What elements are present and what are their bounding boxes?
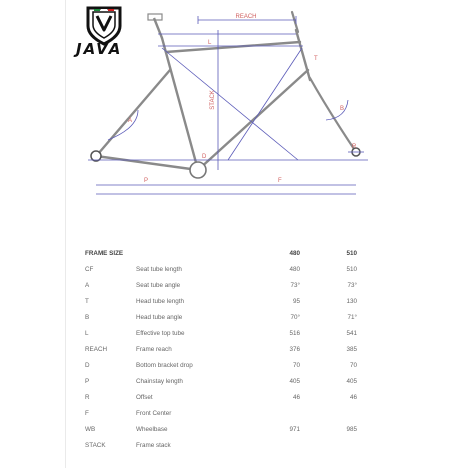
row-value-size-1: 516 [289,330,300,337]
row-label: Bottom bracket drop [136,362,193,369]
row-label: Offset [136,394,153,401]
row-value-size-1: 70 [292,362,300,369]
row-value-size-1: 405 [289,378,300,385]
rear-dropout [91,151,101,161]
label-a: A [128,118,133,124]
row-label: Frame reach [136,346,172,353]
label-p: P [144,178,149,184]
row-value-size-1: 46 [292,394,300,401]
row-label: Front Center [136,410,172,417]
row-code: A [85,282,90,289]
row-code: R [85,394,90,401]
row-label: Seat tube angle [136,282,181,289]
row-value-size-2: 71° [347,314,357,321]
label-l: L [208,40,212,46]
row-value-size-2: 985 [346,426,357,433]
table-row [85,346,365,362]
bottom-bracket [190,162,206,178]
header-size-2: 510 [346,250,357,257]
table-row [85,426,365,442]
row-code: L [85,330,89,337]
row-value-size-2: 46 [349,394,357,401]
table-row [85,394,365,410]
cross-line-2 [228,48,302,160]
row-value-size-1: 70° [290,314,300,321]
seatstay [98,70,170,154]
seat-tube [162,38,198,170]
table-row [85,410,365,426]
row-code: F [85,410,89,417]
label-t: T [314,56,318,62]
row-value-size-2: 510 [346,266,357,273]
row-value-size-2: 405 [346,378,357,385]
header-size-1: 480 [289,250,300,257]
table-row [85,378,365,394]
label-f: F [278,178,282,184]
row-code: CF [85,266,94,273]
row-value-size-1: 73° [290,282,300,289]
row-code: D [85,362,90,369]
row-code: P [85,378,90,385]
row-code: T [85,298,89,305]
head-tube [296,30,310,80]
label-b: B [340,106,345,112]
row-value-size-1: 376 [289,346,300,353]
row-value-size-2: 130 [346,298,357,305]
row-label: Frame stack [136,442,171,449]
label-reach: REACH [235,14,257,20]
table-row [85,442,365,458]
header-frame-size: FRAME SIZE [85,250,124,257]
table-row [85,298,365,314]
row-value-size-2: 385 [346,346,357,353]
label-d: D [202,154,207,160]
row-value-size-1: 971 [289,426,300,433]
row-label: Chainstay length [136,378,183,385]
table-row [85,266,365,282]
geometry-table [85,250,365,458]
cross-line-1 [162,48,298,160]
row-label: Head tube length [136,298,184,305]
row-code: WB [85,426,96,433]
row-code: STACK [85,442,106,449]
frame-geometry-diagram [78,0,463,200]
chainstay [96,156,198,170]
row-code: REACH [85,346,108,353]
table-row [85,330,365,346]
fork [292,12,356,152]
row-code: B [85,314,90,321]
table-header [85,250,365,266]
row-value-size-2: 541 [346,330,357,337]
row-value-size-1: 95 [292,298,300,305]
row-label: Effective top tube [136,330,185,337]
row-label: Seat tube length [136,266,182,273]
row-label: Head tube angle [136,314,183,321]
top-tube [166,42,300,52]
row-value-size-2: 70 [349,362,357,369]
row-label: Wheelbase [136,426,168,433]
label-stack: STACK [210,90,216,110]
page-divider [65,0,66,468]
row-value-size-2: 73° [347,282,357,289]
frame-outline [96,30,310,170]
brand-name: JAVA [76,40,123,58]
table-row [85,314,365,330]
row-value-size-1: 480 [289,266,300,273]
seat-post [154,18,162,38]
table-row [85,282,365,298]
label-r: R [352,144,357,150]
table-row [85,362,365,378]
